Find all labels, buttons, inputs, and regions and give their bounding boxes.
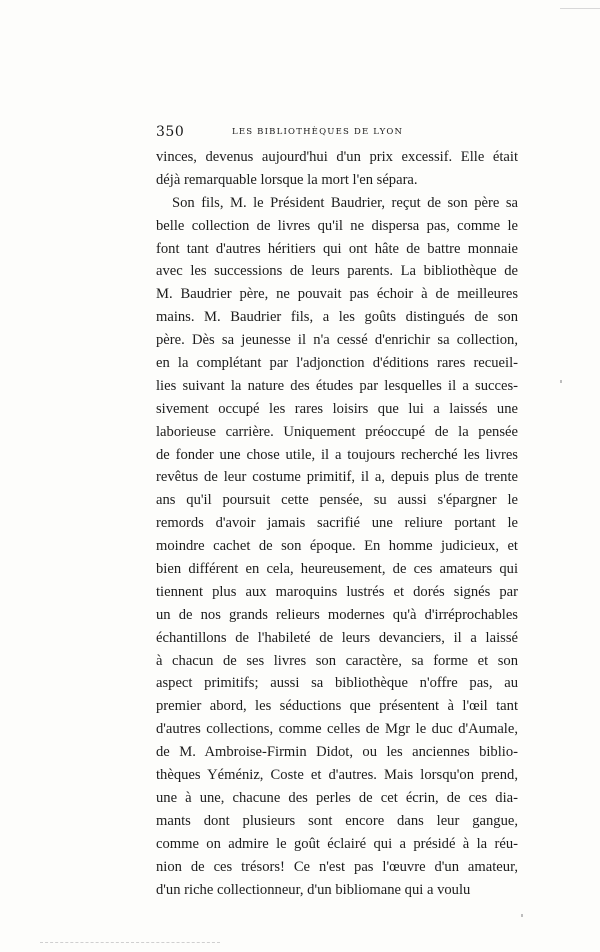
text-line: mains. M. Baudrier fils, a les goûts distingués de son	[156, 309, 518, 326]
text-line: font tant d'autres héritiers qui ont hâte de battre monnaie	[156, 240, 518, 257]
text-line: Son fils, M. le Président Baudrier, reçut de son père sa	[172, 194, 518, 211]
text-line: sivement occupé les rares loisirs que lui a laissés une	[156, 400, 518, 417]
text-line: d'un riche collectionneur, d'un bibliomane qui a voulu	[156, 881, 471, 898]
scan-edge-mark	[40, 942, 220, 943]
text-line: premier abord, les séductions que présentent à l'œil tant	[156, 698, 518, 715]
text-line: M. Baudrier père, ne pouvait pas échoir à de meilleures	[156, 286, 518, 303]
text-line: mants dont plusieurs sont encore dans leur gangue,	[156, 812, 518, 829]
text-line: ans qu'il poursuit cette pensée, su aussi s'épargner le	[156, 492, 518, 509]
text-line: moindre cachet de son époque. En homme judicieux, et	[156, 538, 518, 555]
page-header	[156, 124, 518, 144]
text-line: belle collection de livres qu'il ne dispersa pas, comme le	[156, 217, 518, 234]
text-line: à chacun de ses livres son caractère, sa forme et son	[156, 652, 518, 669]
text-line: père. Dès sa jeunesse il n'a cessé d'enrichir sa collection,	[156, 332, 518, 349]
text-line: déjà remarquable lorsque la mort l'en sépara.	[156, 171, 418, 188]
text-line: de fonder une chose utile, il a toujours recherché les livres	[156, 446, 518, 463]
text-line: de M. Ambroise-Firmin Didot, ou les anciennes biblio-	[156, 744, 518, 761]
text-line: une à une, chacune des perles de cet écrin, de ces dia-	[156, 789, 518, 806]
text-line: comme on admire le goût éclairé qui a présidé à la réu-	[156, 835, 518, 852]
page-number: 350	[156, 124, 185, 140]
text-line: un de nos grands relieurs modernes qu'à d'irréprochables	[156, 606, 518, 623]
text-line: avec les successions de leurs parents. La bibliothèque de	[156, 263, 518, 280]
text-line: laborieuse carrière. Uniquement préoccupé de la pensée	[156, 423, 518, 440]
text-line: en la complétant par l'adjonction d'éditions rares recueil-	[156, 355, 518, 372]
text-line: d'autres collections, comme celles de Mgr le duc d'Aumale,	[156, 721, 518, 738]
text-line: revêtus de leur costume primitif, il a, depuis plus de trente	[156, 469, 518, 486]
text-line: bien différent en cela, heureusement, de ces amateurs qui	[156, 561, 518, 578]
text-line: thèques Yéméniz, Coste et d'autres. Mais lorsqu'on prend,	[156, 767, 518, 784]
text-line: nion de ces trésors! Ce n'est pas l'œuvre d'un amateur,	[156, 858, 518, 875]
body-text	[156, 146, 518, 901]
scan-edge-mark	[560, 8, 600, 9]
paper-speck	[560, 380, 562, 383]
text-line: lies suivant la nature des études par lesquelles il a succes-	[156, 377, 518, 394]
text-line: tiennent plus aux maroquins lustrés et dorés signés par	[156, 583, 518, 600]
text-line: aspect primitifs; aussi sa bibliothèque n'offre pas, au	[156, 675, 518, 692]
running-title: LES BIBLIOTHÈQUES DE LYON	[232, 127, 404, 137]
paper-speck	[521, 914, 523, 917]
text-line: échantillons de l'habileté de leurs devanciers, il a laissé	[156, 629, 518, 646]
text-line: vinces, devenus aujourd'hui d'un prix excessif. Elle était	[156, 149, 518, 165]
text-line: remords d'avoir jamais sacrifié une reliure portant le	[156, 515, 518, 532]
